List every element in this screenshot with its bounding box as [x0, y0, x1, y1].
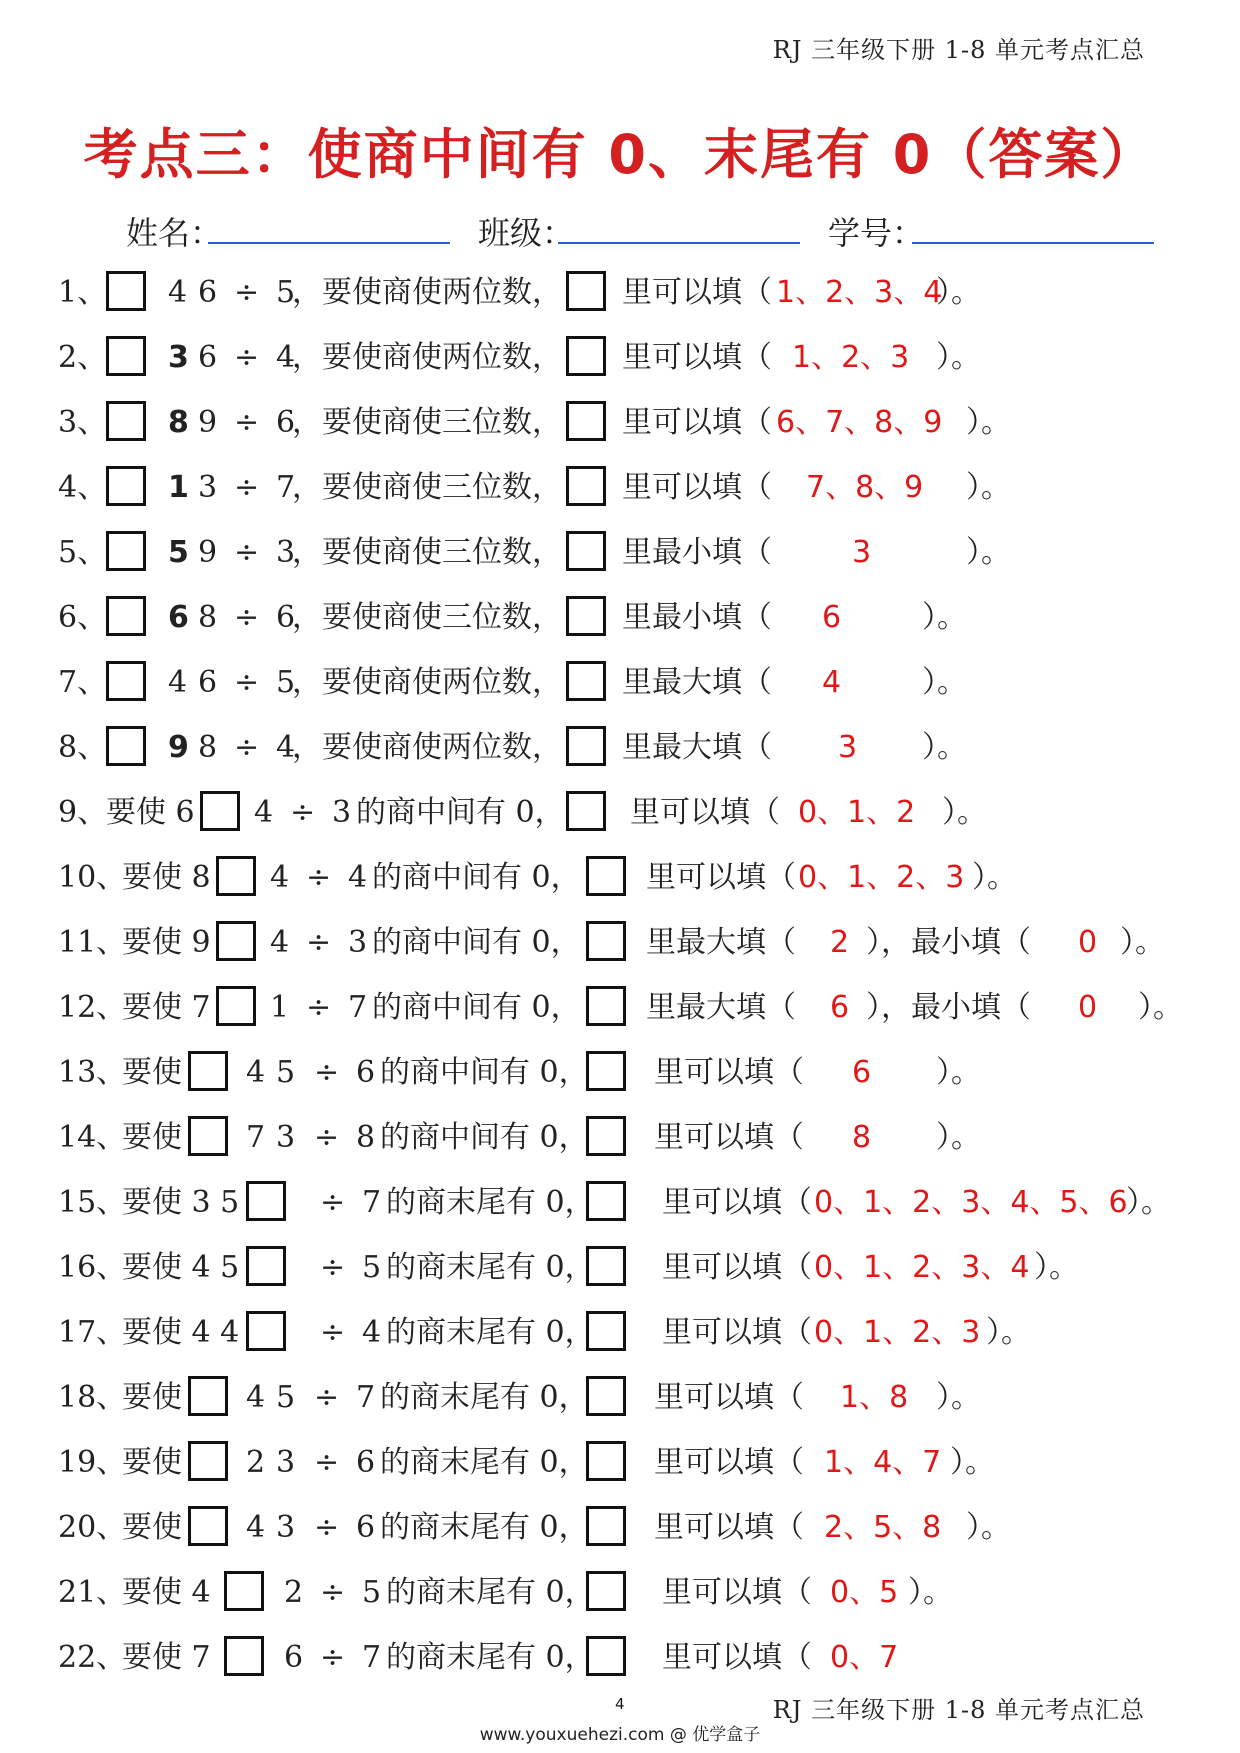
question [0, 785, 1240, 841]
prefix-text: 要使 7 [122, 1640, 211, 1675]
answer-box[interactable] [224, 1571, 264, 1611]
prefix-text: 要使 [122, 1445, 182, 1480]
requirement-text: ，要使商使两位数， [292, 665, 562, 700]
answer-value: 0、1、2、3、4、5、6 [814, 1185, 1128, 1220]
dividend-digit: 9 [198, 535, 218, 570]
answer-value: 4 [822, 665, 842, 700]
header-label: RJ 三年级下册 1-8 单元考点汇总 [772, 36, 1145, 64]
fill-text: 里可以填（ [654, 1510, 804, 1545]
question [0, 460, 1240, 516]
prefix-text: 要使 7 [122, 990, 211, 1025]
dividend-digit: 4 [168, 665, 188, 700]
requirement-text: 的商末尾有 0， [386, 1575, 595, 1610]
close-paren: ）。 [1126, 1185, 1171, 1220]
answer-value-2: 0 [1078, 925, 1098, 960]
close-paren: ）。 [922, 665, 967, 700]
dividend-digit: 4 [168, 275, 188, 310]
close-paren: ）。 [966, 405, 1011, 440]
question-number: 2、 [58, 340, 108, 375]
close-paren: ）。 [1120, 925, 1165, 960]
answer-box[interactable] [586, 1246, 626, 1286]
close-paren: ）。 [966, 470, 1011, 505]
question-number: 21、 [58, 1575, 127, 1610]
divide-sign: ÷ [314, 1510, 340, 1545]
dividend-digit: 7 [246, 1120, 266, 1155]
dividend-digit: 4 [246, 1380, 266, 1415]
fill-text: 里最小填（ [622, 600, 772, 635]
close-paren: ）。 [972, 860, 1017, 895]
answer-box[interactable] [586, 1636, 626, 1676]
prefix-text: 要使 4 [122, 1575, 211, 1610]
dividend-digit: 3 [276, 1510, 296, 1545]
answer-box[interactable] [188, 1441, 228, 1481]
dividend-digit: 5 [276, 1055, 296, 1090]
divide-sign: ÷ [320, 1185, 346, 1220]
requirement-text: ，要使商使三位数， [292, 535, 562, 570]
question [0, 655, 1240, 711]
divide-sign: ÷ [314, 1445, 340, 1480]
answer-box[interactable] [586, 856, 626, 896]
question [0, 265, 1240, 321]
answer-box[interactable] [200, 791, 240, 831]
requirement-text: 的商末尾有 0， [380, 1380, 589, 1415]
answer-box[interactable] [586, 1116, 626, 1156]
fill-text: 里最大填（ [622, 730, 772, 765]
question-number: 3、 [58, 405, 108, 440]
divisor: 3 [276, 535, 296, 570]
question [0, 525, 1240, 581]
divisor: 7 [276, 470, 296, 505]
fill-text: 里最小填（ [622, 535, 772, 570]
answer-value: 1、8 [840, 1380, 909, 1415]
class-label: 班级： [478, 214, 575, 252]
divisor: 7 [356, 1380, 376, 1415]
site-watermark: www.youxuehezi.com @ 优学盒子 [479, 1725, 761, 1745]
question-number: 15、 [58, 1185, 127, 1220]
answer-box[interactable] [566, 271, 606, 311]
prefix-text: 要使 [122, 1380, 182, 1415]
close-paren: ）。 [942, 795, 987, 830]
dividend-digit: 9 [198, 405, 218, 440]
question [0, 590, 1240, 646]
prefix-text: 要使 [122, 1055, 182, 1090]
requirement-text: 的商中间有 0， [372, 860, 581, 895]
answer-box[interactable] [586, 1506, 626, 1546]
question [0, 1240, 1240, 1296]
fill-text: 里可以填（ [662, 1315, 812, 1350]
name-field[interactable] [208, 242, 450, 244]
dividend-digit: 6 [198, 275, 218, 310]
prefix-text: 要使 [122, 1120, 182, 1155]
question-number: 22、 [58, 1640, 127, 1675]
requirement-text: 的商中间有 0， [380, 1120, 589, 1155]
prefix-text: 要使 9 [122, 925, 211, 960]
answer-box[interactable] [106, 271, 146, 311]
answer-value: 1、4、7 [824, 1445, 942, 1480]
requirement-text: 的商中间有 0， [356, 795, 565, 830]
question [0, 1175, 1240, 1231]
answer-box[interactable] [224, 1636, 264, 1676]
requirement-text: ，要使商使三位数， [292, 600, 562, 635]
divide-sign: ÷ [234, 340, 260, 375]
answer-box[interactable] [586, 1051, 626, 1091]
close-paren: ）。 [950, 1445, 995, 1480]
dividend-digit: 3 [198, 470, 218, 505]
question [0, 850, 1240, 906]
answer-value: 8 [852, 1120, 872, 1155]
question-number: 17、 [58, 1315, 127, 1350]
requirement-text: 的商末尾有 0， [386, 1185, 595, 1220]
answer-value: 3 [838, 730, 858, 765]
question-number: 1、 [58, 275, 108, 310]
question-number: 4、 [58, 470, 108, 505]
answer-box[interactable] [216, 856, 256, 896]
divisor: 6 [356, 1510, 376, 1545]
question-number: 7、 [58, 665, 108, 700]
id-field[interactable] [912, 242, 1154, 244]
answer-value: 2 [830, 925, 850, 960]
answer-box[interactable] [216, 921, 256, 961]
class-field[interactable] [558, 242, 800, 244]
answer-box[interactable] [246, 1181, 286, 1221]
answer-value: 6 [830, 990, 850, 1025]
fill-text: 里最大填（ [646, 925, 796, 960]
divisor: 4 [276, 730, 296, 765]
question-number: 6、 [58, 600, 108, 635]
question-number: 12、 [58, 990, 127, 1025]
divisor: 4 [362, 1315, 382, 1350]
answer-box[interactable] [586, 1441, 626, 1481]
answer-box[interactable] [106, 466, 146, 506]
answer-box[interactable] [586, 1376, 626, 1416]
question [0, 395, 1240, 451]
question-number: 19、 [58, 1445, 127, 1480]
question [0, 1045, 1240, 1101]
student-info [0, 208, 1240, 252]
close-paren: ）。 [936, 1380, 981, 1415]
divisor: 7 [362, 1185, 382, 1220]
divide-sign: ÷ [234, 275, 260, 310]
answer-value: 6、7、8、9 [776, 405, 943, 440]
requirement-text: ，要使商使两位数， [292, 275, 562, 310]
fill-text: 里可以填（ [630, 795, 780, 830]
dividend-digit: 5 [168, 535, 189, 570]
requirement-text: 的商末尾有 0， [380, 1510, 589, 1545]
answer-box[interactable] [566, 401, 606, 441]
divide-sign: ÷ [306, 990, 332, 1025]
divide-sign: ÷ [234, 405, 260, 440]
answer-box[interactable] [106, 596, 146, 636]
prefix-text: 要使 4 4 [122, 1315, 240, 1350]
dividend-digit: 6 [198, 665, 218, 700]
question [0, 980, 1240, 1036]
answer-value: 0、1、2、3 [814, 1315, 981, 1350]
answer-value: 3 [852, 535, 872, 570]
answer-box[interactable] [106, 726, 146, 766]
divisor: 6 [276, 405, 296, 440]
fill-text: 里可以填（ [654, 1055, 804, 1090]
name-label: 姓名： [126, 214, 223, 252]
question [0, 915, 1240, 971]
close-paren: ）。 [966, 535, 1011, 570]
question-number: 20、 [58, 1510, 127, 1545]
requirement-text: 的商中间有 0， [372, 990, 581, 1025]
close-paren: ）。 [966, 1510, 1011, 1545]
answer-value: 0、1、2、3 [798, 860, 965, 895]
answer-value: 6 [852, 1055, 872, 1090]
fill-text: 里可以填（ [662, 1640, 812, 1675]
fill-text: 里最大填（ [622, 665, 772, 700]
mid-text: ），最小填（ [866, 990, 1031, 1025]
divisor: 4 [276, 340, 296, 375]
divide-sign: ÷ [306, 925, 332, 960]
answer-value: 7、8、9 [806, 470, 924, 505]
dividend-digit: 9 [168, 730, 189, 765]
footer-label: RJ 三年级下册 1-8 单元考点汇总 [772, 1696, 1145, 1724]
dividend-digit: 8 [198, 600, 218, 635]
answer-value: 2、5、8 [824, 1510, 942, 1545]
answer-box[interactable] [188, 1376, 228, 1416]
dividend-digit: 2 [284, 1575, 304, 1610]
page-number: 4 [615, 1695, 625, 1713]
question-number: 16、 [58, 1250, 127, 1285]
requirement-text: 的商末尾有 0， [386, 1640, 595, 1675]
dividend-digit: 2 [246, 1445, 266, 1480]
question-number: 11、 [58, 925, 127, 960]
close-paren: ）。 [986, 1315, 1031, 1350]
answer-box[interactable] [586, 921, 626, 961]
divisor: 7 [348, 990, 368, 1025]
answer-box[interactable] [586, 1181, 626, 1221]
answer-box[interactable] [566, 726, 606, 766]
dividend-digit: 4 [246, 1055, 266, 1090]
requirement-text: 的商末尾有 0， [386, 1315, 595, 1350]
requirement-text: ，要使商使三位数， [292, 470, 562, 505]
requirement-text: ，要使商使三位数， [292, 405, 562, 440]
answer-box[interactable] [216, 986, 256, 1026]
question-number: 5、 [58, 535, 108, 570]
dividend-digit: 4 [270, 925, 290, 960]
requirement-text: 的商末尾有 0， [386, 1250, 595, 1285]
dividend-digit: 6 [168, 600, 189, 635]
mid-text: ），最小填（ [866, 925, 1031, 960]
divisor: 5 [276, 665, 296, 700]
divide-sign: ÷ [234, 665, 260, 700]
divisor: 8 [356, 1120, 376, 1155]
divide-sign: ÷ [320, 1315, 346, 1350]
dividend-digit: 6 [198, 340, 218, 375]
answer-box[interactable] [586, 986, 626, 1026]
question [0, 1435, 1240, 1491]
divisor: 7 [362, 1640, 382, 1675]
question-number: 18、 [58, 1380, 127, 1415]
answer-value: 0、5 [830, 1575, 899, 1610]
answer-box[interactable] [106, 336, 146, 376]
divisor: 5 [276, 275, 296, 310]
requirement-text: ，要使商使两位数， [292, 730, 562, 765]
dividend-digit: 3 [276, 1445, 296, 1480]
divide-sign: ÷ [290, 795, 316, 830]
fill-text: 里最大填（ [646, 990, 796, 1025]
divide-sign: ÷ [314, 1055, 340, 1090]
question [0, 330, 1240, 386]
dividend-digit: 3 [168, 340, 189, 375]
answer-box[interactable] [566, 466, 606, 506]
answer-value: 1、2、3 [792, 340, 910, 375]
close-paren: ）。 [922, 730, 967, 765]
answer-box[interactable] [188, 1051, 228, 1091]
question [0, 1630, 1240, 1686]
fill-text: 里可以填（ [654, 1380, 804, 1415]
close-paren: ）。 [908, 1575, 953, 1610]
divisor: 6 [276, 600, 296, 635]
divisor: 3 [332, 795, 352, 830]
requirement-text: 的商中间有 0， [380, 1055, 589, 1090]
question [0, 1110, 1240, 1166]
question [0, 1565, 1240, 1621]
question [0, 1305, 1240, 1361]
question [0, 1500, 1240, 1556]
answer-box[interactable] [566, 336, 606, 376]
answer-box[interactable] [106, 661, 146, 701]
question-number: 13、 [58, 1055, 127, 1090]
divide-sign: ÷ [320, 1640, 346, 1675]
question-number: 10、 [58, 860, 127, 895]
answer-value: 0、1、2、3、4 [814, 1250, 1030, 1285]
fill-text: 里可以填（ [662, 1250, 812, 1285]
answer-value: 0、1、2 [798, 795, 916, 830]
fill-text: 里可以填（ [622, 470, 772, 505]
answer-box[interactable] [566, 596, 606, 636]
prefix-text: 要使 [122, 1510, 182, 1545]
id-label: 学号： [828, 214, 925, 252]
answer-box[interactable] [586, 1571, 626, 1611]
close-paren: ）。 [936, 340, 981, 375]
answer-box[interactable] [106, 401, 146, 441]
divide-sign: ÷ [234, 470, 260, 505]
divisor: 3 [348, 925, 368, 960]
divide-sign: ÷ [314, 1120, 340, 1155]
answer-box[interactable] [246, 1246, 286, 1286]
answer-value: 6 [822, 600, 842, 635]
divide-sign: ÷ [234, 600, 260, 635]
close-paren: ）。 [922, 600, 967, 635]
question-number: 8、 [58, 730, 108, 765]
prefix-text: 要使 3 5 [122, 1185, 240, 1220]
answer-box[interactable] [566, 791, 606, 831]
answer-box[interactable] [188, 1506, 228, 1546]
divide-sign: ÷ [234, 730, 260, 765]
prefix-text: 要使 4 5 [122, 1250, 240, 1285]
answer-box[interactable] [566, 661, 606, 701]
question [0, 1370, 1240, 1426]
requirement-text: 的商末尾有 0， [380, 1445, 589, 1480]
divide-sign: ÷ [320, 1250, 346, 1285]
dividend-digit: 4 [270, 860, 290, 895]
dividend-digit: 6 [284, 1640, 304, 1675]
question [0, 720, 1240, 776]
fill-text: 里可以填（ [654, 1120, 804, 1155]
prefix-text: 要使 8 [122, 860, 211, 895]
fill-text: 里可以填（ [646, 860, 796, 895]
dividend-digit: 4 [246, 1510, 266, 1545]
dividend-digit: 5 [276, 1380, 296, 1415]
close-paren: ）。 [1138, 990, 1183, 1025]
divisor: 6 [356, 1445, 376, 1480]
divisor: 5 [362, 1575, 382, 1610]
answer-box[interactable] [246, 1311, 286, 1351]
divisor: 4 [348, 860, 368, 895]
dividend-digit: 8 [198, 730, 218, 765]
close-paren: ）。 [1034, 1250, 1079, 1285]
fill-text: 里可以填（ [622, 340, 772, 375]
dividend-digit: 3 [276, 1120, 296, 1155]
dividend-digit: 1 [168, 470, 189, 505]
prefix-text: 要使 6 [106, 795, 195, 830]
question-number: 9、 [58, 795, 108, 830]
requirement-text: ，要使商使两位数， [292, 340, 562, 375]
answer-box[interactable] [586, 1311, 626, 1351]
fill-text: 里可以填（ [662, 1575, 812, 1610]
answer-value-2: 0 [1078, 990, 1098, 1025]
close-paren: ）。 [936, 275, 981, 310]
answer-box[interactable] [106, 531, 146, 571]
answer-value: 1、2、3、4 [776, 275, 943, 310]
answer-box[interactable] [188, 1116, 228, 1156]
answer-box[interactable] [566, 531, 606, 571]
divisor: 6 [356, 1055, 376, 1090]
fill-text: 里可以填（ [622, 405, 772, 440]
fill-text: 里可以填（ [662, 1185, 812, 1220]
page-title: 考点三：使商中间有 0、末尾有 0（答案） [83, 123, 1157, 186]
dividend-digit: 1 [270, 990, 290, 1025]
fill-text: 里可以填（ [622, 275, 772, 310]
close-paren: ）。 [936, 1120, 981, 1155]
divide-sign: ÷ [234, 535, 260, 570]
divisor: 5 [362, 1250, 382, 1285]
fill-text: 里可以填（ [654, 1445, 804, 1480]
dividend-digit: 8 [168, 405, 189, 440]
divide-sign: ÷ [320, 1575, 346, 1610]
dividend-digit: 4 [254, 795, 274, 830]
requirement-text: 的商中间有 0， [372, 925, 581, 960]
divide-sign: ÷ [306, 860, 332, 895]
question-number: 14、 [58, 1120, 127, 1155]
close-paren: ）。 [936, 1055, 981, 1090]
divide-sign: ÷ [314, 1380, 340, 1415]
answer-value: 0、7 [830, 1640, 899, 1675]
